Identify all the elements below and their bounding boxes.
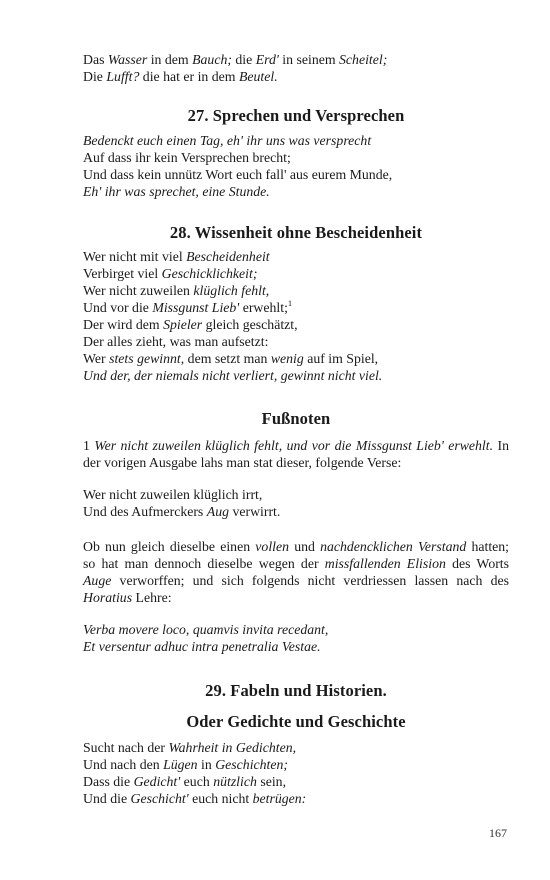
italic-text: Erd'	[255, 52, 279, 67]
verse-line: Wer nicht zuweilen klüglich irrt,	[83, 486, 263, 502]
spacer	[83, 606, 509, 622]
page-content	[83, 52, 509, 808]
intro-verse	[83, 52, 509, 86]
italic-text: Geschichten;	[215, 756, 289, 772]
italic-text: Verba movere loco, quamvis invita recedant,	[83, 622, 329, 638]
verse-line	[83, 622, 509, 639]
italic-text: Bedenckt euch einen Tag, eh' ihr uns was versprecht	[83, 132, 372, 148]
italic-text: Geschicklichkeit;	[161, 266, 258, 282]
verse-line: Wer nicht mit viel Bescheidenheit	[83, 249, 270, 265]
italic-text: Gedicht'	[133, 773, 181, 789]
verse-line	[83, 184, 509, 201]
verse-line: Und die Geschicht' euch nicht betrügen:	[83, 790, 307, 806]
verse-line: Und des Aufmerckers Aug verwirrt.	[83, 503, 281, 519]
spacer	[83, 471, 509, 487]
italic-text: Lufft?	[106, 68, 140, 84]
spacer	[83, 521, 509, 538]
verse-line: Die Lufft? die hat er in dem Beutel.	[83, 68, 278, 84]
italic-text: missfallenden Elision	[324, 555, 446, 571]
page-number: 167	[489, 826, 507, 840]
verse-line: Und vor die Missgunst Lieb' erwehlt;$^1$	[83, 298, 293, 316]
section-title-28: 28. Wissenheit ohne Bescheidenheit	[169, 223, 423, 243]
verse-line: Wer stets gewinnt, dem setzt man wenig auf im Spiel,	[83, 350, 379, 366]
verse-line: Sucht nach der Wahrheit in Gedichten,	[83, 739, 297, 755]
italic-text: Beutel.	[238, 68, 278, 84]
italic-text: stets gewinnt,	[109, 350, 185, 366]
verse-line: Und dass kein unnütz Wort euch fall' aus eurem Munde,	[83, 166, 393, 182]
section-title-29: 29. Fabeln und Historien.	[205, 680, 387, 700]
italic-text: Auge	[83, 572, 112, 588]
footnote-verse-2	[83, 622, 509, 656]
italic-text: Scheitel;	[339, 52, 388, 67]
verse-line: Das Wasser in dem Bauch; die Erd' in seinem Scheitel;	[83, 52, 388, 67]
italic-text: Geschicht'	[130, 790, 189, 806]
italic-text: Et versentur adhuc intra penetralia Vestae.	[83, 638, 321, 654]
verse-line: Der alles zieht, was man aufsetzt:	[83, 333, 269, 349]
footnote-verse-1	[83, 487, 509, 521]
section-28-verse	[83, 249, 509, 384]
section-27-verse	[83, 133, 509, 201]
section-29-verse	[83, 740, 509, 808]
italic-text: Bauch;	[192, 52, 232, 67]
verse-line	[83, 133, 509, 150]
italic-text: Bescheidenheit	[186, 249, 270, 265]
italic-text: Wasser	[107, 52, 148, 67]
footnote-marker[interactable]: 1	[287, 298, 293, 309]
italic-text: Missgunst Lieb'	[152, 300, 240, 316]
footnote-paragraph-1: 1 Wer nicht zuweilen klüglich fehlt, und vor die Missgunst Lieb' erwehlt. In der vorigen Ausgabe lahs man stat dieser, folgende Verse:	[83, 437, 509, 470]
italic-text: Horatius	[83, 589, 133, 605]
italic-text: wenig	[270, 350, 304, 366]
italic-text: klüglich fehlt,	[193, 283, 270, 299]
verse-line	[83, 368, 509, 385]
section-subtitle-29: Oder Gedichte und Geschichte	[186, 711, 406, 731]
italic-text: Spieler	[163, 317, 203, 333]
italic-text: Eh' ihr was sprechet, eine Stunde.	[83, 183, 270, 199]
verse-line	[83, 639, 509, 656]
verse-line: Wer nicht zuweilen klüglich fehlt,	[83, 283, 270, 299]
section-title-27: 27. Sprechen und Versprechen	[187, 105, 405, 125]
footnotes-title: Fußnoten	[261, 408, 331, 428]
verse-line: Verbirget viel Geschicklichkeit;	[83, 266, 258, 282]
footnote-paragraph-2: Ob nun gleich dieselbe einen vollen und nachdencklichen Verstand hatten; so hat man dennoch dieselbe wegen der missfallenden Elision des Worts Auge verworffen; und sich folgends nicht verdriessen lassen nach des Horatius Lehre:	[83, 538, 510, 605]
italic-text: Aug	[206, 503, 229, 519]
italic-text: Und der, der niemals nicht verliert, gewinnt nicht viel.	[83, 367, 383, 383]
italic-text: betrügen:	[252, 790, 307, 806]
italic-text: nützlich	[213, 773, 257, 789]
italic-text: Wer nicht zuweilen klüglich fehlt, und vor die Missgunst Lieb' erwehlt.	[94, 437, 494, 453]
italic-text: vollen	[255, 538, 290, 554]
italic-text: Lügen	[163, 756, 198, 772]
verse-line: Dass die Gedicht' euch nützlich sein,	[83, 773, 287, 789]
verse-line: Und nach den Lügen in Geschichten;	[83, 756, 289, 772]
italic-text: Wahrheit in Gedichten,	[168, 739, 297, 755]
italic-text: nachdencklichen Verstand	[320, 538, 467, 554]
verse-line: Auf dass ihr kein Versprechen brecht;	[83, 149, 291, 165]
verse-line: Der wird dem Spieler gleich geschätzt,	[83, 317, 298, 333]
